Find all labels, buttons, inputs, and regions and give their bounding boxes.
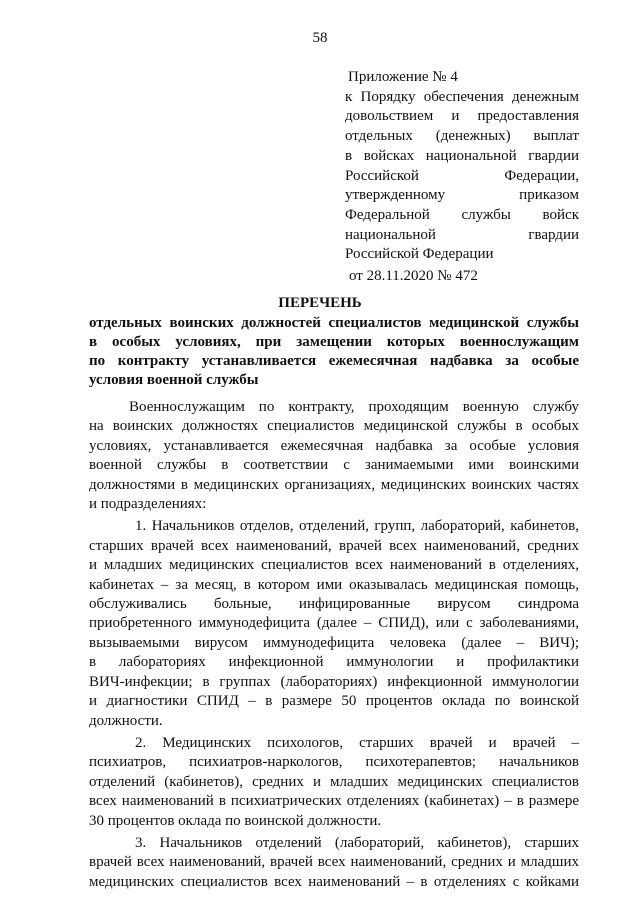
appendix-line: отдельных (денежных) выплат — [345, 128, 579, 145]
text-line: отделений (кабинетов), средних и младших медицинских специалистов — [89, 773, 579, 790]
text-line: условиях, устанавливается ежемесячная надбавка за особые условия — [89, 437, 579, 454]
text-line: всех наименований в психиатрических отделениях (кабинетах) – в размере — [89, 793, 579, 810]
item-paragraph-2 — [89, 734, 579, 831]
item-paragraph-1 — [89, 517, 579, 730]
text-line: обслуживались больные, инфицированные вирусом синдрома — [89, 596, 579, 613]
document-subtitle — [89, 314, 579, 390]
text-line: Военнослужащим по контракту, проходящим военную службу — [129, 399, 579, 415]
subtitle-line: в особых условиях, при замещении которых военнослужащим — [89, 334, 579, 350]
text-line: психиатров, психиатров-наркологов, психотерапевтов; начальников — [89, 754, 579, 771]
appendix-line: Российской Федерации, — [345, 167, 579, 184]
appendix-line: национальной гвардии — [345, 226, 579, 243]
page-number: 58 — [312, 30, 328, 46]
text-line: 1. Начальников отделов, отделений, групп, лабораторий, кабинетов, — [135, 518, 579, 535]
text-line: ВИЧ-инфекции; в группах (лабораториях) инфекционной иммунологии — [89, 673, 579, 690]
text-line: в лабораториях инфекционной иммунологии и профилактики — [89, 654, 579, 671]
document-heading: ПЕРЕЧЕНЬ — [278, 295, 362, 311]
text-line: военной службы в соответствии с занимаемыми ими воинскими — [89, 457, 579, 474]
appendix-line: в войсках национальной гвардии — [345, 147, 579, 164]
text-line: врачей всех наименований, врачей всех наименований, средних и младших — [89, 854, 579, 871]
text-line: 3. Начальников отделений (лабораторий, кабинетов), старших — [135, 834, 579, 851]
text-line: 2. Медицинских психологов, старших врачей и врачей – — [135, 734, 579, 751]
subtitle-line: по контракту устанавливается ежемесячная надбавка за особые — [89, 353, 579, 369]
appendix-line: Российской Федерации — [345, 246, 494, 263]
text-line: 30 процентов оклада по воинской должности. — [89, 812, 382, 829]
appendix-block — [345, 68, 579, 287]
appendix-title: Приложение № 4 — [348, 69, 458, 85]
text-line: на воинских должностях специалистов медицинской службы в особых — [89, 418, 579, 435]
text-line: должностями в медицинских организациях, медицинских воинских частях — [89, 476, 579, 493]
body-text — [89, 398, 579, 895]
intro-paragraph — [89, 398, 579, 514]
appendix-date: от 28.11.2020 № 472 — [349, 268, 478, 285]
appendix-line: к Порядку обеспечения денежным — [345, 88, 579, 105]
appendix-line: утвержденному приказом — [345, 187, 579, 204]
subtitle-line: отдельных воинских должностей специалистов медицинской службы — [89, 315, 579, 331]
text-line: приобретенного иммунодефицита (далее – СПИД), или с заболеваниями, — [89, 615, 579, 632]
text-line: должности. — [89, 712, 163, 729]
appendix-line: довольствием и предоставления — [345, 108, 579, 125]
subtitle-line: условия военной службы — [89, 372, 259, 388]
appendix-line: Федеральной службы войск — [345, 206, 579, 223]
text-line: кабинетах – за месяц, в котором ими оказывалась медицинская помощь, — [89, 576, 579, 593]
text-line: и подразделениях: — [89, 496, 207, 513]
text-line: и диагностики СПИД – в размере 50 процентов оклада по воинской — [89, 693, 579, 710]
text-line: медицинских специалистов всех наименований – в отделениях с койками — [89, 873, 579, 890]
text-line: и младших медицинских специалистов всех наименований в отделениях, — [89, 557, 579, 574]
text-line: старших врачей всех наименований, врачей всех наименований, средних — [89, 537, 579, 554]
item-paragraph-3 — [89, 834, 579, 892]
text-line: вызываемыми вирусом иммунодефицита человека (далее – ВИЧ); — [89, 634, 579, 651]
